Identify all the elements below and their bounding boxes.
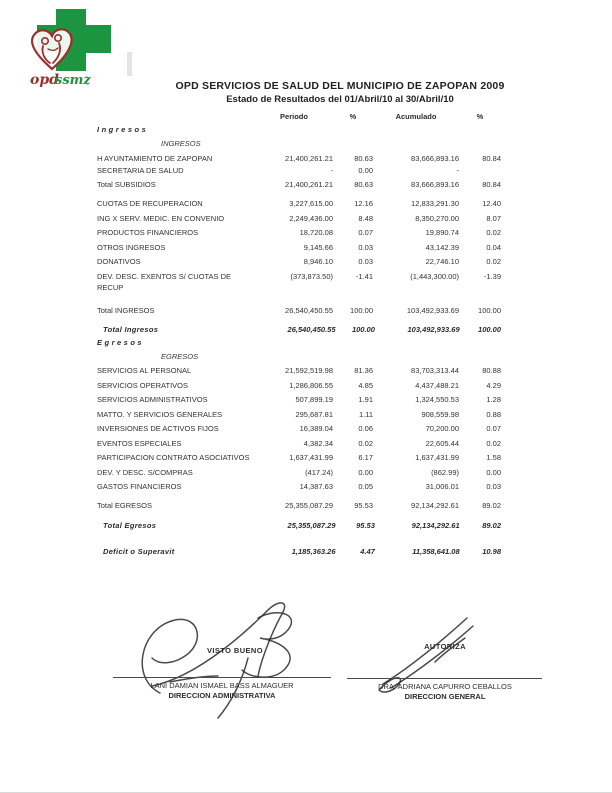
cell-pct1: 80.63 xyxy=(354,180,373,189)
approval-label-right: AUTORIZA xyxy=(424,642,466,651)
row-label: MATTO. Y SERVICIOS GENERALES xyxy=(97,409,223,419)
cell-pct1: 4.85 xyxy=(358,380,373,390)
cell-periodo: 18,720.08 xyxy=(299,228,333,237)
table-row xyxy=(97,242,501,253)
cell-acumulado: 103,492,933.69 xyxy=(407,324,460,334)
cell-pct2: 100.00 xyxy=(478,324,501,334)
cell-acumulado: (862.99) xyxy=(431,467,459,477)
cell-periodo: 9,145.66 xyxy=(303,242,333,252)
table-row xyxy=(97,324,501,335)
row-label: Total INGRESOS xyxy=(97,305,155,315)
cell-acumulado: 12,833,291.30 xyxy=(411,199,459,208)
column-header-pct1: % xyxy=(349,112,357,121)
cell-acumulado: 103,492,933.69 xyxy=(406,305,459,315)
cell-pct2: -1.39 xyxy=(483,271,501,281)
table-row xyxy=(97,380,501,391)
cell-pct2: 1.28 xyxy=(486,395,501,404)
signer-name-right: DRA. ADRIANA CAPURRO CEBALLOS xyxy=(378,682,512,691)
cell-periodo xyxy=(294,351,360,362)
cell-pct2: 0.88 xyxy=(486,409,501,419)
cell-pct1 xyxy=(360,138,394,149)
cell-pct1: 0.03 xyxy=(358,257,373,266)
row-label: PARTICIPACION CONTRATO ASOCIATIVOS xyxy=(97,453,250,462)
cell-acumulado: - xyxy=(456,165,459,175)
cell-pct2 xyxy=(459,165,501,176)
signature-line-right xyxy=(347,678,542,679)
row-label: SERVICIOS OPERATIVOS xyxy=(97,380,188,390)
cell-pct1 xyxy=(360,351,394,362)
cell-pct1: 100.00 xyxy=(350,305,373,315)
cell-pct2 xyxy=(466,138,501,149)
cell-acumulado: 19,890.74 xyxy=(425,228,459,237)
cell-periodo: (373,873.50) xyxy=(290,271,333,281)
cell-acumulado: 92,134,292.61 xyxy=(411,501,459,510)
row-label: CUOTAS DE RECUPERACION xyxy=(97,199,203,208)
cell-pct2: 1.58 xyxy=(486,453,501,462)
table-row xyxy=(97,213,501,224)
cell-periodo: 1,286,806.55 xyxy=(289,380,333,390)
table-row xyxy=(97,179,501,190)
column-header-blank xyxy=(97,111,255,122)
cell-pct1: 95.53 xyxy=(354,501,373,510)
table-row xyxy=(97,227,501,238)
cell-pct2: 80.84 xyxy=(482,153,501,163)
income-statement-table xyxy=(97,111,501,557)
cell-periodo: 21,400,261.21 xyxy=(285,180,333,189)
cell-pct2: 10.98 xyxy=(482,547,501,556)
cell-acumulado: 1,324,550.53 xyxy=(415,395,459,404)
cell-pct2: 8.07 xyxy=(486,213,501,223)
row-label: DONATIVOS xyxy=(97,257,141,266)
table-row xyxy=(97,198,501,209)
cell-acumulado: 22,605.44 xyxy=(425,438,459,448)
cell-pct1: 4.47 xyxy=(360,547,375,556)
cell-acumulado: 31,006.01 xyxy=(425,482,459,491)
table-row xyxy=(97,153,501,164)
cell-pct2: 80.84 xyxy=(482,180,501,189)
cell-pct1: -1.41 xyxy=(355,271,373,281)
cell-pct2 xyxy=(459,337,501,348)
cell-periodo: 4,382.34 xyxy=(303,438,333,448)
cell-periodo xyxy=(255,337,333,348)
cell-pct2: 0.07 xyxy=(486,424,501,433)
cell-periodo: 507,899.19 xyxy=(295,395,333,404)
cell-pct1: 0.00 xyxy=(358,165,373,175)
cell-pct2: 89.02 xyxy=(482,501,501,510)
signature-line-left xyxy=(113,677,331,678)
row-label: DEV. DESC. EXENTOS S/ CUOTAS DE RECUP xyxy=(97,271,232,292)
cell-periodo: 26,540,450.55 xyxy=(285,305,333,315)
table-row xyxy=(97,351,501,362)
cell-periodo: - xyxy=(330,165,333,175)
cell-pct1 xyxy=(333,124,373,135)
column-header-pct2: % xyxy=(476,112,484,121)
cell-pct1 xyxy=(333,337,373,348)
cell-periodo xyxy=(255,124,333,135)
cell-periodo: 26,540,450.55 xyxy=(287,324,336,334)
page-title: OPD SERVICIOS DE SALUD DEL MUNICIPIO DE ZAPOPAN 2009 xyxy=(175,80,505,92)
cell-pct1: 6.17 xyxy=(358,453,373,462)
cell-periodo: (417.24) xyxy=(305,467,333,477)
cell-pct1: 1.11 xyxy=(358,409,373,419)
opd-ssmz-logo xyxy=(28,5,128,90)
table-row xyxy=(97,271,501,293)
row-label: H AYUNTAMIENTO DE ZAPOPAN xyxy=(97,153,213,163)
document-header xyxy=(100,80,580,105)
row-label: Total SUBSIDIOS xyxy=(97,180,156,189)
logo-text-ssmz: ssmz xyxy=(55,73,91,88)
cell-pct1: 8.48 xyxy=(358,213,373,223)
cell-pct2: 0.03 xyxy=(486,482,501,491)
cell-periodo: 21,592,519.98 xyxy=(285,366,333,375)
row-label: INGRESOS xyxy=(161,139,201,148)
cell-pct1: 81.36 xyxy=(354,366,373,375)
cell-periodo: 8,946.10 xyxy=(303,257,333,266)
cell-pct2: 0.00 xyxy=(486,467,501,477)
cell-pct2: 0.02 xyxy=(486,228,501,237)
cell-pct2 xyxy=(459,124,501,135)
cell-acumulado: 11,358,641.08 xyxy=(412,547,460,556)
table-row xyxy=(97,337,501,348)
row-label: GASTOS FINANCIEROS xyxy=(97,482,182,491)
cell-acumulado: 83,666,893.16 xyxy=(411,180,459,189)
cell-acumulado: (1,443,300.00) xyxy=(410,271,459,281)
table-row xyxy=(97,256,501,267)
cell-acumulado: 908,559.98 xyxy=(421,409,459,419)
cell-pct2: 100.00 xyxy=(478,305,501,315)
column-header-acumulado: Acumulado xyxy=(395,112,437,121)
table-row xyxy=(97,546,501,557)
signer-name-left: LANI DAMIAN ISMAEL BASS ALMAGUER xyxy=(150,681,294,690)
cell-pct1: 12.16 xyxy=(354,199,373,208)
cell-pct1: 0.03 xyxy=(358,242,373,252)
row-label: Total EGRESOS xyxy=(97,501,153,510)
cell-pct1: 0.05 xyxy=(358,482,373,491)
row-label: EGRESOS xyxy=(161,351,199,361)
cell-acumulado: 22,746.10 xyxy=(425,257,459,266)
cell-acumulado: 1,637,431.99 xyxy=(415,453,459,462)
cell-acumulado: 92,134,292.61 xyxy=(411,521,460,530)
cell-pct1: 100.00 xyxy=(351,324,375,334)
cell-pct2: 0.02 xyxy=(486,438,501,448)
approval-label-left: VISTO BUENO xyxy=(207,646,263,655)
row-label: PRODUCTOS FINANCIEROS xyxy=(97,228,199,237)
cell-pct2: 89.02 xyxy=(482,521,501,530)
cell-periodo: 25,355,087.29 xyxy=(285,501,333,510)
row-label: Ingresos xyxy=(97,125,149,134)
row-label: ING X SERV. MEDIC. EN CONVENIO xyxy=(97,213,225,223)
cell-pct1: 95.53 xyxy=(356,521,375,530)
table-row xyxy=(97,423,501,434)
logo-text-opd: opd xyxy=(30,72,59,88)
cell-periodo: 1,637,431.99 xyxy=(289,453,333,462)
table-row xyxy=(97,520,501,531)
table-row xyxy=(97,467,501,478)
row-label: Egresos xyxy=(97,337,145,347)
cell-periodo: 16,389.04 xyxy=(299,424,333,433)
cell-pct1: 0.07 xyxy=(358,228,373,237)
cell-periodo xyxy=(294,138,360,149)
table-row xyxy=(97,438,501,449)
cell-periodo: 3,227,615.00 xyxy=(289,199,333,208)
cell-acumulado xyxy=(393,351,465,362)
cell-pct1: 0.06 xyxy=(358,424,373,433)
cell-periodo: 25,355,087.29 xyxy=(287,521,336,530)
signature-left xyxy=(130,598,350,728)
cell-pct2: 12.40 xyxy=(482,199,501,208)
cell-acumulado xyxy=(373,337,459,348)
table-row xyxy=(97,394,501,405)
column-header-periodo: Periodo xyxy=(280,112,308,121)
cell-pct1: 0.00 xyxy=(358,467,373,477)
cell-pct2: 80.88 xyxy=(482,366,501,375)
table-row xyxy=(97,165,501,176)
table-row xyxy=(97,365,501,376)
table-row xyxy=(97,124,501,135)
row-label: OTROS INGRESOS xyxy=(97,242,166,252)
cell-pct1: 80.63 xyxy=(354,153,373,163)
page-subtitle: Estado de Resultados del 01/Abril/10 al 30/Abril/10 xyxy=(226,94,454,105)
row-label: Total Egresos xyxy=(103,521,157,530)
cell-acumulado: 4,437,488.21 xyxy=(415,380,459,390)
table-row xyxy=(97,481,501,492)
cell-periodo: 2,249,436.00 xyxy=(289,213,333,223)
signer-title-right: DIRECCION GENERAL xyxy=(404,692,486,701)
cell-periodo: 14,387.63 xyxy=(299,482,333,491)
table-row xyxy=(97,305,501,316)
cell-periodo: 295,687.81 xyxy=(295,409,333,419)
cell-periodo: 1,185,363.26 xyxy=(291,547,336,556)
row-label: DEV. Y DESC. S/COMPRAS xyxy=(97,467,193,477)
cell-pct2: 0.04 xyxy=(486,242,501,252)
row-label: Total Ingresos xyxy=(103,324,159,334)
scan-artifact xyxy=(127,52,132,76)
cell-acumulado xyxy=(373,124,459,135)
row-label: INVERSIONES DE ACTIVOS FIJOS xyxy=(97,424,219,433)
cell-pct2: 0.02 xyxy=(486,257,501,266)
cell-pct1: 1.91 xyxy=(358,395,373,404)
signer-title-left: DIRECCION ADMINISTRATIVA xyxy=(168,691,276,700)
row-label: EVENTOS ESPECIALES xyxy=(97,438,182,448)
table-rows xyxy=(97,124,501,557)
cell-acumulado: 83,666,893.16 xyxy=(411,153,459,163)
cell-pct2 xyxy=(466,351,501,362)
table-row xyxy=(97,138,501,149)
cell-periodo: 21,400,261.21 xyxy=(285,153,333,163)
cell-pct2: 4.29 xyxy=(486,380,501,390)
cell-pct1: 0.02 xyxy=(358,438,373,448)
cell-acumulado: 8,350,270.00 xyxy=(415,213,459,223)
cell-acumulado: 43,142.39 xyxy=(425,242,459,252)
table-row xyxy=(97,452,501,463)
cell-acumulado: 83,703,313.44 xyxy=(411,366,459,375)
row-label: SERVICIOS ADMINISTRATIVOS xyxy=(97,395,208,404)
table-row xyxy=(97,500,501,511)
row-label: Deficit o Superavit xyxy=(103,547,175,556)
cell-acumulado xyxy=(393,138,465,149)
table-row xyxy=(97,409,501,420)
table-header-row xyxy=(97,111,501,122)
cell-acumulado: 70,200.00 xyxy=(425,424,459,433)
row-label: SERVICIOS AL PERSONAL xyxy=(97,366,192,375)
row-label: SECRETARIA DE SALUD xyxy=(97,165,184,175)
